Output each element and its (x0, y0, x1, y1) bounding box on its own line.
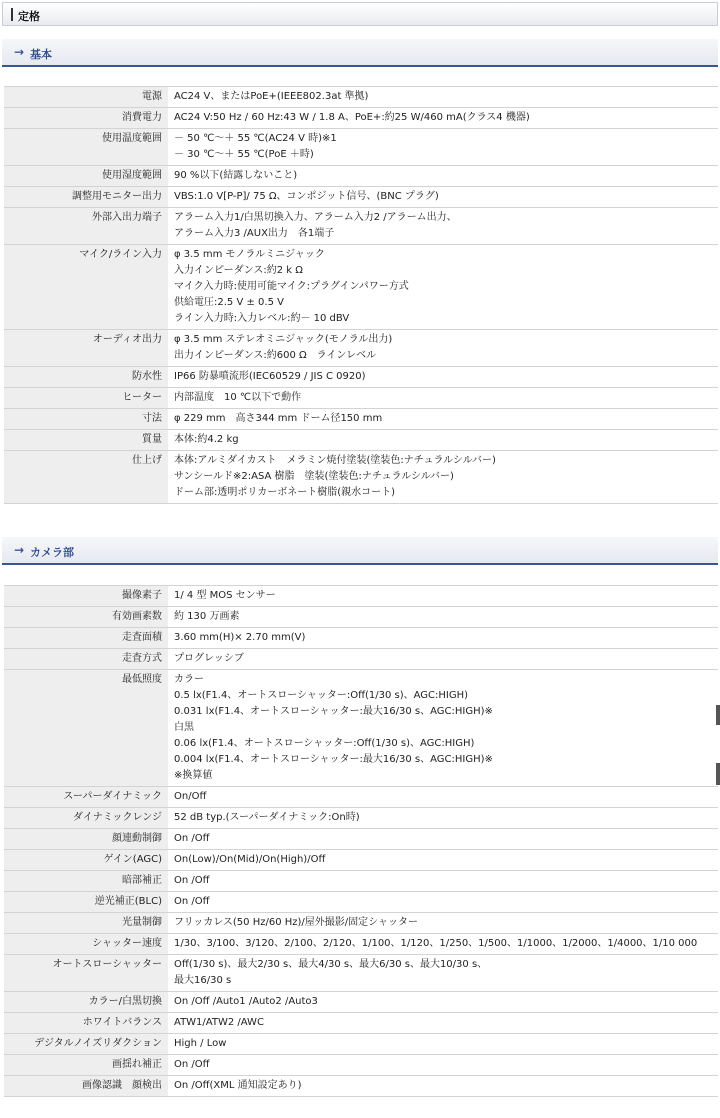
table-row (4, 913, 718, 934)
table-row (4, 628, 718, 649)
spec-value: 約 130 万画素 (168, 607, 718, 628)
table-row (4, 1013, 718, 1034)
spec-label: ゲイン(AGC) (4, 850, 168, 871)
table-row (4, 934, 718, 955)
spec-value: ATW1/ATW2 /AWC (168, 1013, 718, 1034)
spec-label: 撮像素子 (4, 586, 168, 607)
spec-value: On /Off /Auto1 /Auto2 /Auto3 (168, 992, 718, 1013)
table-row (4, 330, 718, 367)
table-row (4, 451, 718, 504)
spec-label: 走査方式 (4, 649, 168, 670)
spec-label: 使用温度範囲 (4, 129, 168, 166)
spec-value: φ 3.5 mm モノラルミニジャック 入力インピーダンス:約2 k Ω マイク入力時:使用可能マイク:プラグインパワー方式 供給電圧:2.5 V ± 0.5 V ライン入力時:入力レベル:約－ 10 dBV (168, 245, 718, 330)
spec-value: Off(1/30 s)、最大2/30 s、最大4/30 s、最大6/30 s、最大10/30 s、 最大16/30 s (168, 955, 718, 992)
spec-label: ホワイトバランス (4, 1013, 168, 1034)
spec-label: 仕上げ (4, 451, 168, 504)
spec-label: カラー/白黒切換 (4, 992, 168, 1013)
table-row (4, 166, 718, 187)
spec-value: φ 3.5 mm ステレオミニジャック(モノラル出力) 出力インピーダンス:約600 Ω ラインレベル (168, 330, 718, 367)
table-row (4, 670, 718, 787)
spec-value: On /Off (168, 871, 718, 892)
spec-label: スーパーダイナミック (4, 787, 168, 808)
spec-label: 防水性 (4, 367, 168, 388)
spec-value: VBS:1.0 V[P-P]/ 75 Ω、コンポジット信号、(BNC プラグ) (168, 187, 718, 208)
spec-value: 本体:約4.2 kg (168, 430, 718, 451)
spec-label: 光量制御 (4, 913, 168, 934)
table-row (4, 850, 718, 871)
spec-value: High / Low (168, 1034, 718, 1055)
arrow-right-icon: → (14, 45, 25, 59)
table-row (4, 1055, 718, 1076)
table-row (4, 649, 718, 670)
spec-label: シャッター速度 (4, 934, 168, 955)
table-row (4, 108, 718, 129)
spec-label: デジタルノイズリダクション (4, 1034, 168, 1055)
table-row (4, 829, 718, 850)
table-row (4, 1076, 718, 1097)
arrow-right-icon: → (14, 543, 25, 557)
spec-value: IP66 防暴噴流形(IEC60529 / JIS C 0920) (168, 367, 718, 388)
section-header-basic (2, 39, 718, 67)
table-row (4, 245, 718, 330)
spec-label: 暗部補正 (4, 871, 168, 892)
spec-value: AC24 V、またはPoE+(IEEE802.3at 準拠) (168, 87, 718, 108)
table-row (4, 892, 718, 913)
spec-label: 消費電力 (4, 108, 168, 129)
spec-value: 内部温度 10 ℃以下で動作 (168, 388, 718, 409)
table-row (4, 586, 718, 607)
spec-value: On /Off (168, 892, 718, 913)
spec-label: 質量 (4, 430, 168, 451)
spec-label: 逆光補正(BLC) (4, 892, 168, 913)
table-row (4, 208, 718, 245)
spec-label: 画像認識 顔検出 (4, 1076, 168, 1097)
spec-label: マイク/ライン入力 (4, 245, 168, 330)
spec-value: On(Low)/On(Mid)/On(High)/Off (168, 850, 718, 871)
table-row (4, 808, 718, 829)
spec-label: 走査面積 (4, 628, 168, 649)
spec-value: － 50 ℃～＋ 55 ℃(AC24 V 時)※1 － 30 ℃～＋ 55 ℃(PoE ＋時) (168, 129, 718, 166)
spec-label: 電源 (4, 87, 168, 108)
table-row (4, 871, 718, 892)
table-row (4, 409, 718, 430)
spec-value: アラーム入力1/白黒切換入力、アラーム入力2 /アラーム出力、 アラーム入力3 /AUX出力 各1端子 (168, 208, 718, 245)
spec-label: 調整用モニター出力 (4, 187, 168, 208)
header-bar-marker (11, 8, 13, 21)
spec-value: フリッカレス(50 Hz/60 Hz)/屋外撮影/固定シャッター (168, 913, 718, 934)
spec-table-basic (4, 86, 718, 504)
spec-value: AC24 V:50 Hz / 60 Hz:43 W / 1.8 A、PoE+:約25 W/460 mA(クラス4 機器) (168, 108, 718, 129)
page-title: 定格 (18, 10, 40, 23)
table-row (4, 129, 718, 166)
table-row (4, 955, 718, 992)
spec-label: ヒーター (4, 388, 168, 409)
spec-label: オートスローシャッター (4, 955, 168, 992)
spec-label: 寸法 (4, 409, 168, 430)
spec-label: 画揺れ補正 (4, 1055, 168, 1076)
spec-value: 1/ 4 型 MOS センサー (168, 586, 718, 607)
spec-label: オーディオ出力 (4, 330, 168, 367)
spec-value: カラー 0.5 lx(F1.4、オートスローシャッター:Off(1/30 s)、AGC:HIGH) 0.031 lx(F1.4、オートスローシャッター:最大16/30 s、AGC:HIGH)※ 白黒 0.06 lx(F1.4、オートスローシャッター:Off(1/30 s)、AGC:HIGH) 0.004 lx(F1.4、オートスローシャッター:最大16/30 s、AGC:HIGH)※ ※換算値 (168, 670, 718, 787)
section-title: 基本 (30, 48, 52, 61)
scrollbar-fragment (716, 763, 720, 785)
scrollbar-fragment (716, 705, 720, 725)
table-row (4, 1034, 718, 1055)
spec-value: φ 229 mm 高さ344 mm ドーム径150 mm (168, 409, 718, 430)
spec-label: 使用湿度範囲 (4, 166, 168, 187)
table-row (4, 430, 718, 451)
table-row (4, 992, 718, 1013)
spec-value: 90 %以下(結露しないこと) (168, 166, 718, 187)
table-row (4, 87, 718, 108)
spec-value: On /Off (168, 829, 718, 850)
spec-value: On /Off(XML 通知設定あり) (168, 1076, 718, 1097)
spec-label: ダイナミックレンジ (4, 808, 168, 829)
spec-label: 有効画素数 (4, 607, 168, 628)
spec-label: 外部入出力端子 (4, 208, 168, 245)
page-header (2, 2, 718, 26)
table-row (4, 607, 718, 628)
spec-value: On/Off (168, 787, 718, 808)
spec-value: 52 dB typ.(スーパーダイナミック:On時) (168, 808, 718, 829)
spec-value: 本体:アルミダイカスト メラミン焼付塗装(塗装色:ナチュラルシルバー) サンシールド※2:ASA 樹脂 塗装(塗装色:ナチュラルシルバー) ドーム部:透明ポリカーボネート樹脂(親水コート) (168, 451, 718, 504)
table-row (4, 367, 718, 388)
table-row (4, 187, 718, 208)
spec-value: プログレッシブ (168, 649, 718, 670)
spec-value: 3.60 mm(H)× 2.70 mm(V) (168, 628, 718, 649)
spec-value: 1/30、3/100、3/120、2/100、2/120、1/100、1/120、1/250、1/500、1/1000、1/2000、1/4000、1/10 000 (168, 934, 718, 955)
spec-value: On /Off (168, 1055, 718, 1076)
section-header-camera (2, 537, 718, 565)
table-row (4, 388, 718, 409)
table-row (4, 787, 718, 808)
section-title: カメラ部 (30, 546, 74, 559)
spec-label: 最低照度 (4, 670, 168, 787)
spec-table-camera (4, 585, 718, 1097)
spec-label: 顔連動制御 (4, 829, 168, 850)
